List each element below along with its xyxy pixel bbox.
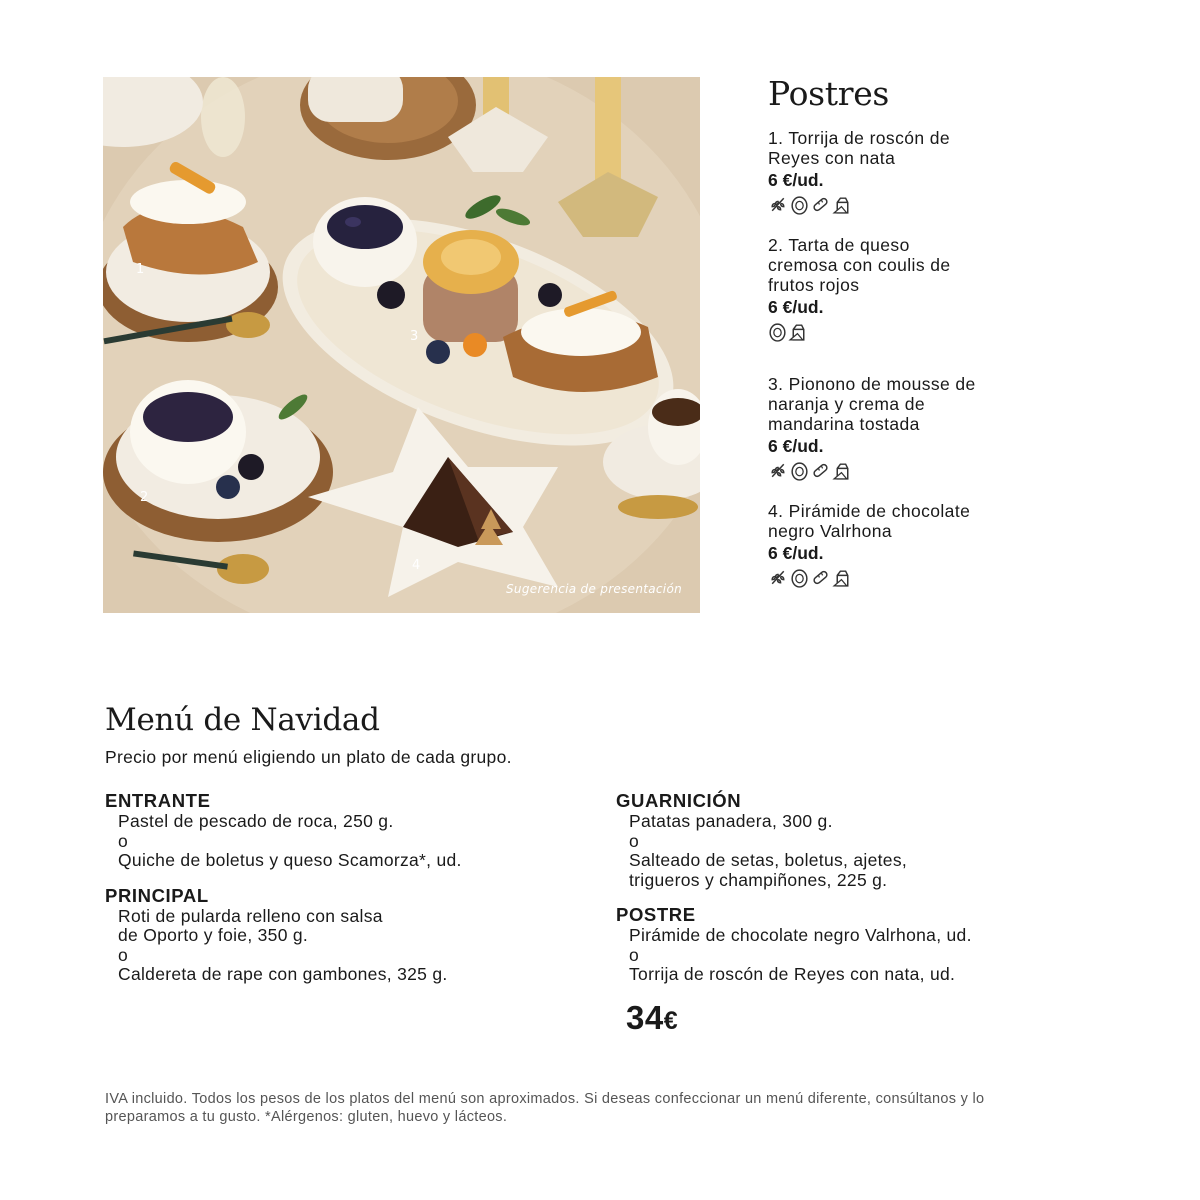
menu-group-entrante xyxy=(105,790,605,871)
postres-title: Postres xyxy=(768,74,890,113)
group-line: trigueros y champiñones, 225 g. xyxy=(629,869,888,890)
wheat-icon xyxy=(810,194,831,215)
egg-icon xyxy=(790,460,809,481)
allergen-icons xyxy=(768,459,983,481)
dessert-name: 4. Pirámide de chocolate negro Valrhona xyxy=(768,501,971,541)
menu-group-guarnicion xyxy=(616,790,1076,890)
group-title: GUARNICIÓN xyxy=(616,790,742,811)
group-line: Pastel de pescado de roca, 250 g. xyxy=(118,811,394,831)
allergen-icons xyxy=(768,566,1008,588)
dairy-icon xyxy=(832,567,853,588)
photo-number-1: 1 xyxy=(136,262,145,277)
dessert-item xyxy=(768,235,983,342)
menu-intro: Precio por menú eligiendo un plato de cada grupo. xyxy=(105,747,512,767)
dessert-item xyxy=(768,128,968,215)
dairy-icon xyxy=(788,321,809,342)
group-line: o xyxy=(118,944,129,965)
group-line: o xyxy=(629,830,640,851)
dessert-price: 6 €/ud. xyxy=(768,297,824,317)
photo-number-2: 2 xyxy=(140,490,149,505)
menu-column-left xyxy=(105,790,605,999)
wheat-icon xyxy=(810,460,831,481)
dairy-icon xyxy=(832,460,853,481)
group-line: Roti de pularda relleno con salsa xyxy=(118,905,383,926)
dessert-item xyxy=(768,501,1008,588)
allergen-icons xyxy=(768,193,968,215)
photo-number-4: 4 xyxy=(412,558,421,573)
photo-caption: Sugerencia de presentación xyxy=(506,582,682,596)
gluten-icon xyxy=(768,460,789,481)
dessert-item xyxy=(768,374,983,481)
dessert-photo xyxy=(103,77,700,613)
group-line: o xyxy=(629,944,640,965)
egg-icon xyxy=(768,321,787,342)
group-line: Torrija de roscón de Reyes con nata, ud. xyxy=(629,964,956,984)
gluten-icon xyxy=(768,567,789,588)
group-line: o xyxy=(118,830,129,851)
menu-group-postre xyxy=(616,904,1076,985)
dessert-price: 6 €/ud. xyxy=(768,436,824,456)
allergen-icons xyxy=(768,320,983,342)
dessert-price: 6 €/ud. xyxy=(768,543,824,563)
group-line: Salteado de setas, boletus, ajetes, xyxy=(629,850,908,870)
postres-section xyxy=(768,74,1168,608)
dessert-price: 6 €/ud. xyxy=(768,170,824,190)
footnote: IVA incluido. Todos los pesos de los platos del menú son aproximados. Si deseas confeccionar un menú diferente, consúltanos y lo preparamos a tu gusto. *Alérgenos: gluten, huevo y lácteos. xyxy=(105,1091,985,1125)
dessert-photo-illustration xyxy=(103,77,700,613)
menu-group-principal xyxy=(105,885,605,985)
menu-price xyxy=(616,999,1076,1037)
dessert-name: 3. Pionono de mousse de naranja y crema de mandarina tostada xyxy=(768,374,976,434)
group-title: ENTRANTE xyxy=(105,790,211,811)
egg-icon xyxy=(790,194,809,215)
menu-title: Menú de Navidad xyxy=(105,702,380,738)
group-line: Patatas panadera, 300 g. xyxy=(629,811,833,831)
group-title: PRINCIPAL xyxy=(105,884,209,906)
group-line: Quiche de boletus y queso Scamorza*, ud. xyxy=(118,850,462,870)
gluten-icon xyxy=(768,194,789,215)
dessert-name: 1. Torrija de roscón de Reyes con nata xyxy=(768,128,951,168)
dessert-name: 2. Tarta de queso cremosa con coulis de frutos rojos xyxy=(768,235,951,295)
group-line: de Oporto y foie, 350 g. xyxy=(118,925,309,945)
egg-icon xyxy=(790,567,809,588)
group-title: POSTRE xyxy=(616,904,696,925)
menu-column-right xyxy=(616,790,1076,1037)
group-line: Caldereta de rape con gambones, 325 g. xyxy=(118,964,448,984)
menu-price-currency: € xyxy=(663,1006,679,1035)
christmas-menu-section xyxy=(105,700,1105,1036)
group-line: Pirámide de chocolate negro Valrhona, ud. xyxy=(629,925,972,945)
photo-number-3: 3 xyxy=(410,329,419,344)
dairy-icon xyxy=(832,194,853,215)
menu-price-value: 34 xyxy=(626,998,664,1036)
wheat-icon xyxy=(810,567,831,588)
